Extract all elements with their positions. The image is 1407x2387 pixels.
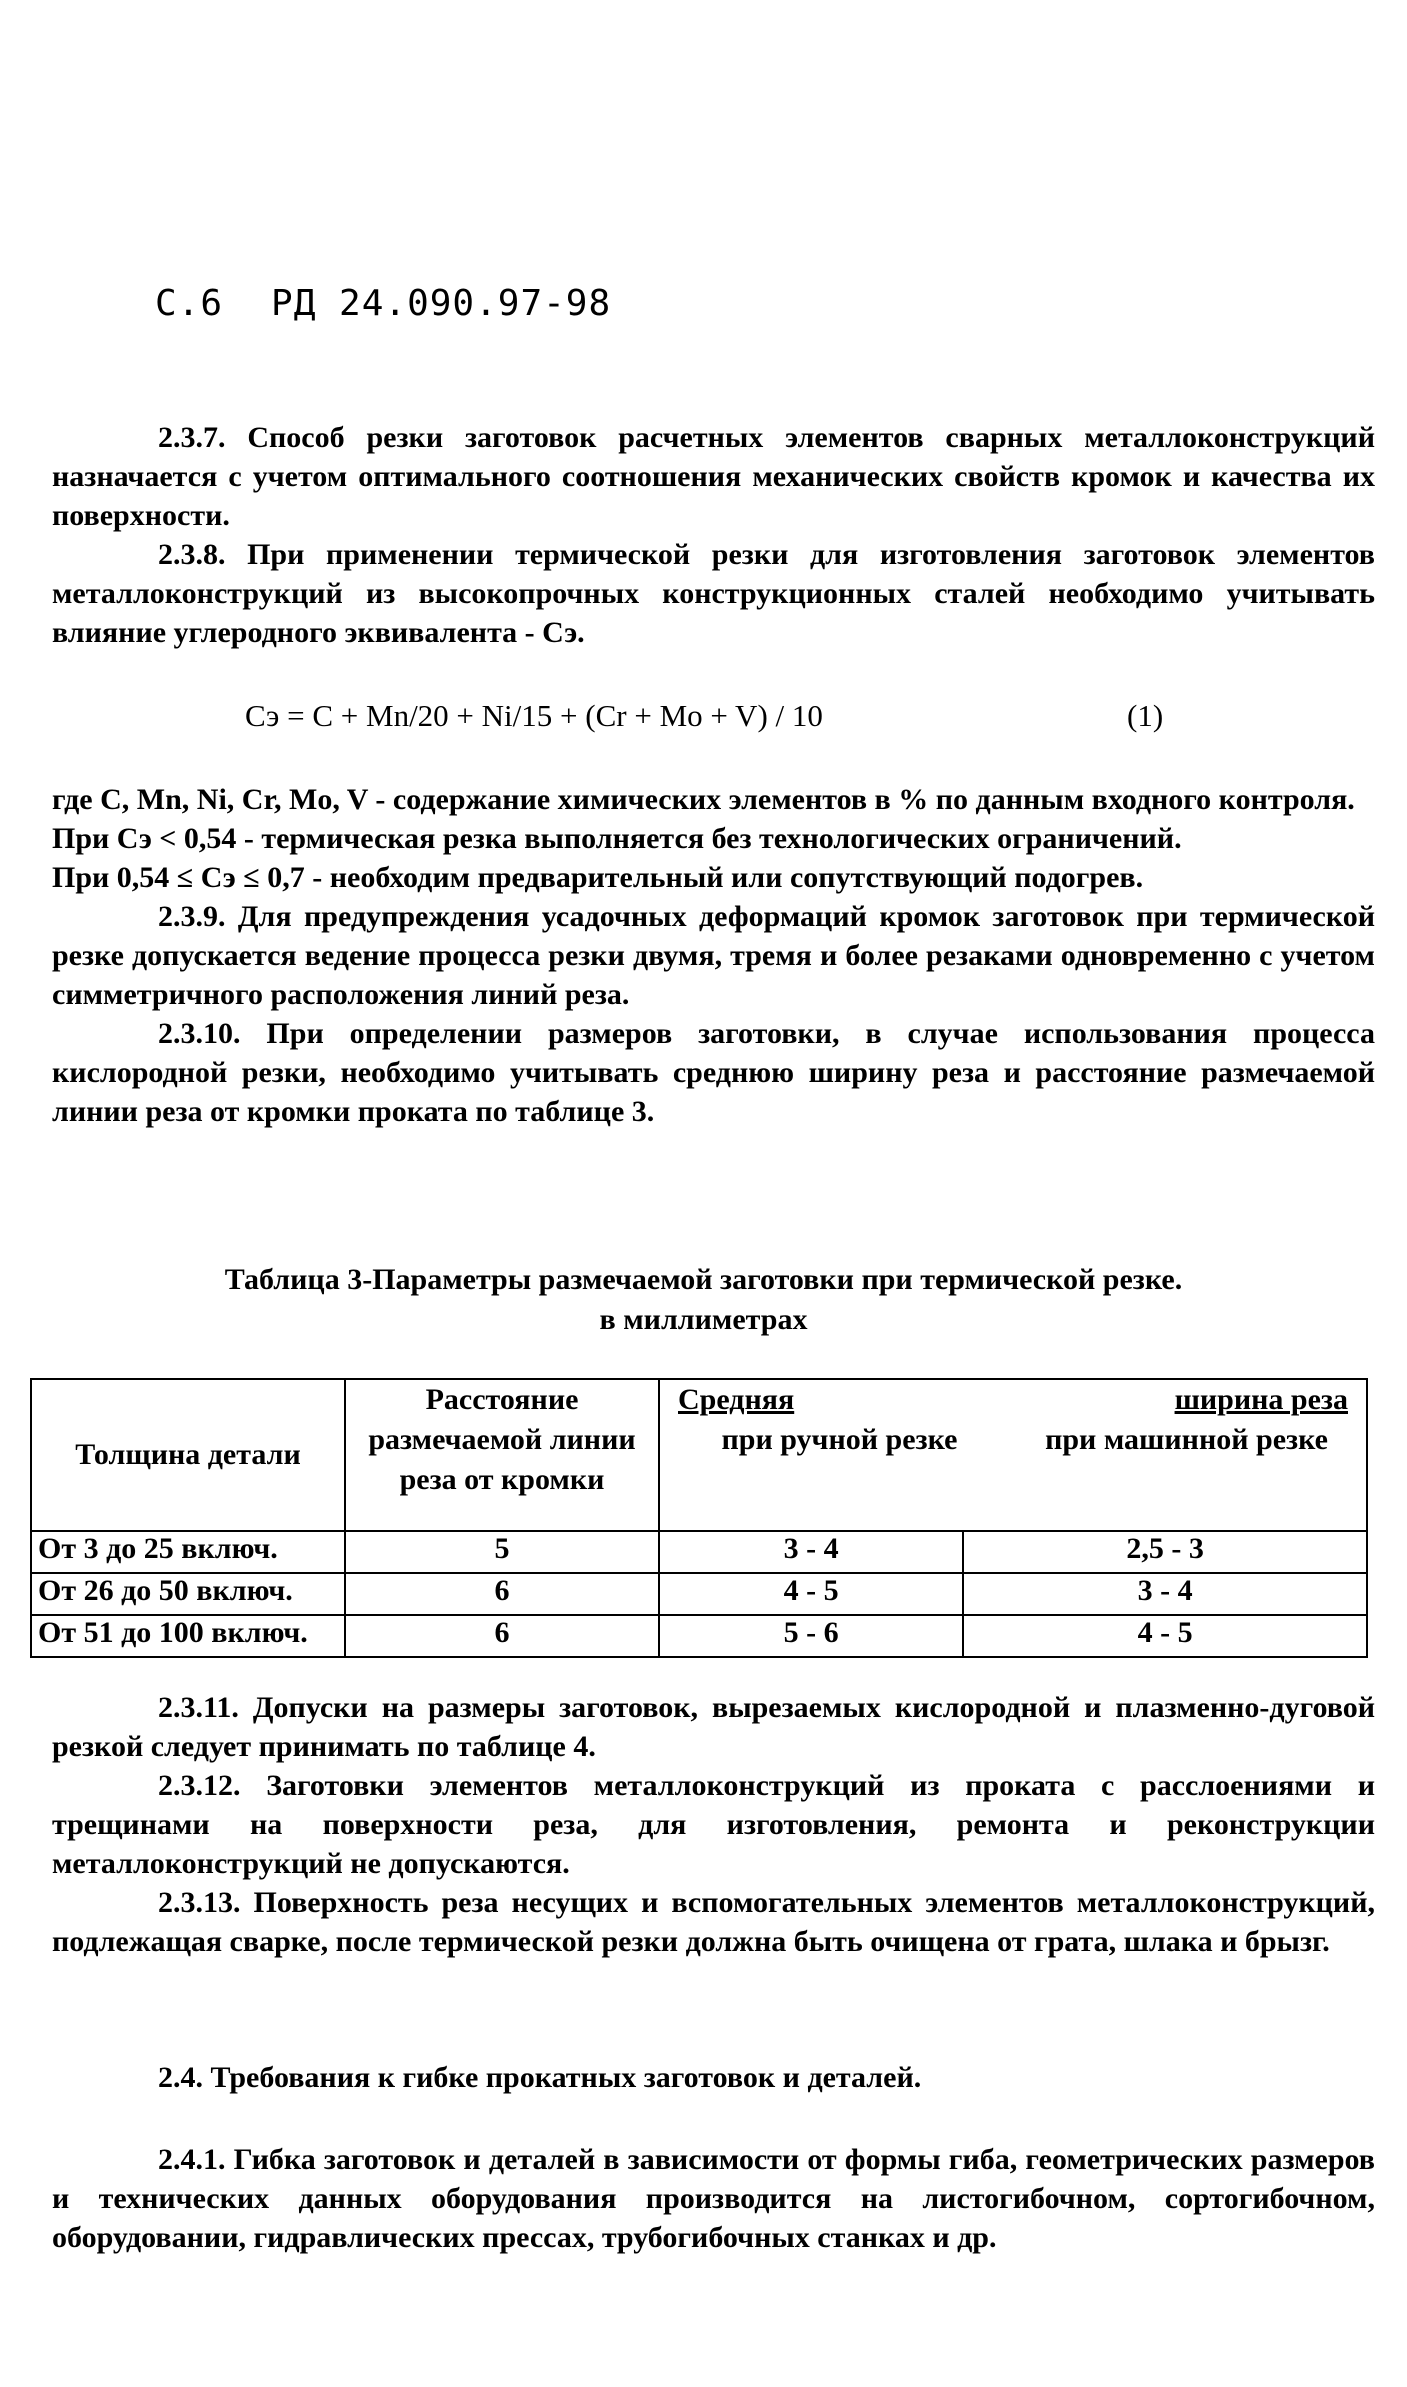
- cell-thickness: От 3 до 25 включ.: [31, 1531, 345, 1573]
- header-thickness: Толщина детали: [31, 1379, 345, 1531]
- header-distance: Расстояние размечаемой линии реза от кромки: [345, 1379, 659, 1531]
- paragraph-2-3-11: 2.3.11. Допуски на размеры заготовок, вырезаемых кислородной и плазменно-дуговой резкой следует принимать по таблице 4.: [52, 1691, 1375, 1763]
- cell-distance: 6: [345, 1573, 659, 1615]
- cell-distance: 6: [345, 1615, 659, 1657]
- cell-machine: 4 - 5: [963, 1615, 1367, 1657]
- paragraph-where: где С, Mn, Ni, Cr, Mo, V - содержание химических элементов в % по данным входного контроля.: [52, 783, 1355, 816]
- formula-line: [245, 698, 1245, 734]
- cell-manual: 5 - 6: [659, 1615, 963, 1657]
- paragraph-ce-range: При 0,54 ≤ Сэ ≤ 0,7 - необходим предварительный или сопутствующий подогрев.: [52, 861, 1144, 894]
- paragraph-2-3-12: 2.3.12. Заготовки элементов металлоконструкций из проката с расслоениями и трещинами на поверхности реза, для изготовления, ремонта и реконструкции металлоконструкций не допускаются.: [52, 1769, 1375, 1880]
- table-units: в миллиметрах: [599, 1303, 808, 1336]
- paragraph-2-3-10: 2.3.10. При определении размеров заготовки, в случае использования процесса кислородной резки, необходимо учитывать среднюю ширину реза и расстояние размечаемой линии реза от кромки проката по таблице 3.: [52, 1017, 1375, 1128]
- text-block-last: [52, 2140, 1375, 2257]
- header-machine: при машинной резке: [1045, 1423, 1328, 1456]
- paragraph-2-3-8: 2.3.8. При применении термической резки для изготовления заготовок элементов металлоконструкций из высокопрочных конструкционных сталей необходимо учитывать влияние углеродного эквивалента - Сэ.: [52, 538, 1375, 649]
- cell-thickness: От 26 до 50 включ.: [31, 1573, 345, 1615]
- table-row: [31, 1573, 1367, 1615]
- paragraph-2-3-9: 2.3.9. Для предупреждения усадочных деформаций кромок заготовок при термической резке допускается ведение процесса резки двумя, тремя и более резаками одновременно с учетом симметричного расположения линий реза.: [52, 900, 1375, 1011]
- cell-manual: 3 - 4: [659, 1531, 963, 1573]
- paragraph-ce-low: При Сэ < 0,54 - термическая резка выполняется без технологических ограничений.: [52, 822, 1182, 855]
- header-group-right: ширина реза: [1174, 1383, 1348, 1416]
- formula: Сэ = С + Mn/20 + Ni/15 + (Cr + Mo + V) / 10: [245, 698, 823, 733]
- cell-machine: 3 - 4: [963, 1573, 1367, 1615]
- table-caption: Таблица 3-Параметры размечаемой заготовки при термической резке.: [224, 1263, 1183, 1296]
- cell-distance: 5: [345, 1531, 659, 1573]
- header-group-left: Средняя: [678, 1383, 795, 1416]
- cell-manual: 4 - 5: [659, 1573, 963, 1615]
- page-header: [155, 283, 611, 324]
- section-heading: 2.4. Требования к гибке прокатных заготовок и деталей.: [158, 2061, 922, 2094]
- text-block-top: [52, 418, 1375, 652]
- document-code: РД 24.090.97-98: [271, 283, 612, 324]
- paragraph-2-3-13: 2.3.13. Поверхность реза несущих и вспомогательных элементов металлоконструкций, подлежащая сварке, после термической резки должна быть очищена от грата, шлака и брызг.: [52, 1886, 1375, 1958]
- cell-thickness: От 51 до 100 включ.: [31, 1615, 345, 1657]
- formula-number: (1): [1127, 698, 1164, 733]
- cell-machine: 2,5 - 3: [963, 1531, 1367, 1573]
- header-manual: при ручной резке: [721, 1423, 958, 1456]
- page-number: С.6: [155, 283, 224, 324]
- section-heading-block: [52, 2058, 1375, 2097]
- text-block-bottom: [52, 1688, 1375, 1961]
- paragraph-2-4-1: 2.4.1. Гибка заготовок и деталей в зависимости от формы гиба, геометрических размеров и технических данных оборудования производится на листогибочном, сортогибочном, оборудовании, гидравлических прессах, трубогибочных станках и др.: [52, 2143, 1375, 2254]
- table-row: [31, 1615, 1367, 1657]
- text-block-middle: [52, 780, 1375, 1131]
- header-width-group: [659, 1379, 1367, 1531]
- table-row: [31, 1531, 1367, 1573]
- parameters-table: [30, 1378, 1368, 1658]
- paragraph-2-3-7: 2.3.7. Способ резки заготовок расчетных элементов сварных металлоконструкций назначается с учетом оптимального соотношения механических свойств кромок и качества их поверхности.: [52, 421, 1375, 532]
